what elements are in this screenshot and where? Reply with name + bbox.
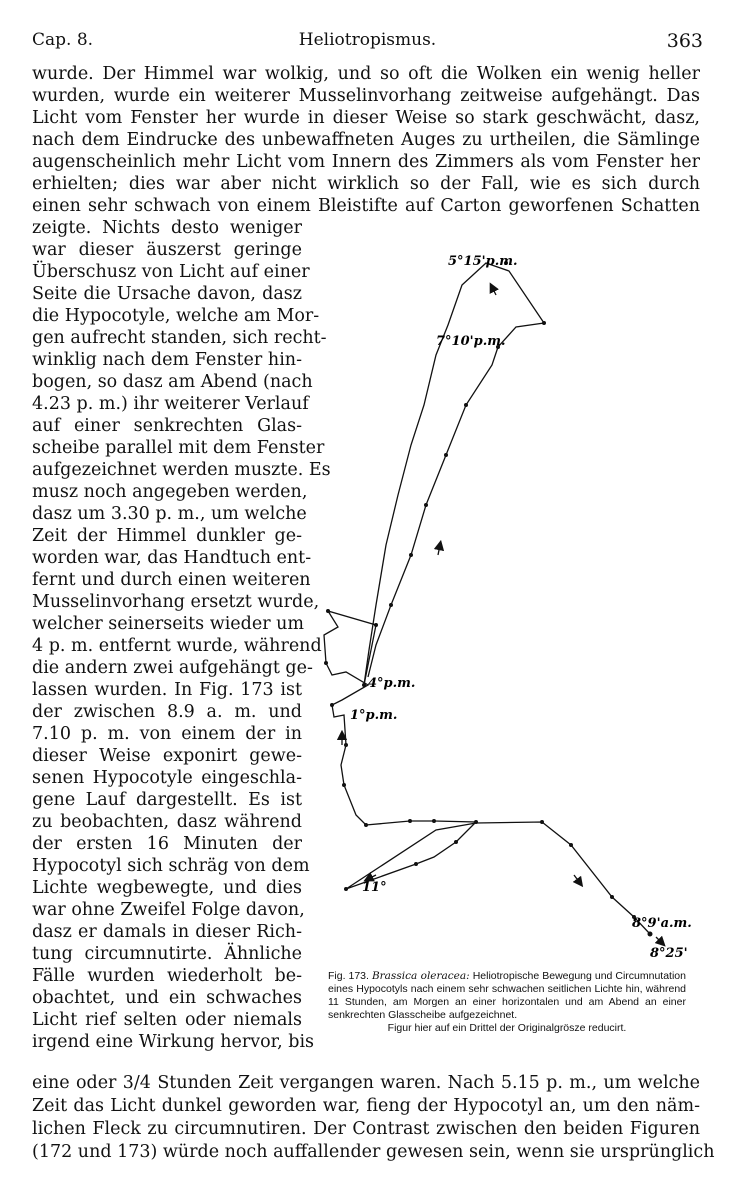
text-line: Musselinvorhang ersetzt wurde, <box>32 592 320 612</box>
trace-dots <box>324 261 653 937</box>
text-line: obachtet, und ein schwaches <box>32 988 302 1008</box>
chapter-label: Cap. 8. <box>32 30 94 50</box>
label-89am: 8°9'a.m. <box>632 916 692 931</box>
label-825: 8°25' <box>650 946 688 961</box>
text-line: Lichte wegbewegte, und dies <box>32 878 302 898</box>
label-1pm: 1°p.m. <box>350 708 398 723</box>
running-title: Heliotropismus. <box>298 30 437 50</box>
text-line: nach dem Eindrucke des unbewaffneten Auges zu urtheilen, die Sämlinge <box>32 130 700 150</box>
text-line: auf einer senkrechten Glas- <box>32 416 302 436</box>
page-number: 363 <box>666 30 703 52</box>
trace-path <box>324 263 650 934</box>
text-line: fernt und durch einen weiteren <box>32 570 311 590</box>
caption-text: Heliotropische Bewegung und Circumnutation eines Hypocotyls nach einem sehr schwachen seitlichen Lichte hin, während 11 Stunden, am Morgen an einer horizontalen und am Abend an einer senkrechten Glasscheibe aufgezeichnet. <box>328 970 686 1021</box>
text-line: Überschusz von Licht auf einer <box>32 262 310 282</box>
text-line: die Hypocotyle, welche am Mor- <box>32 306 320 326</box>
circumnutation-trace <box>316 245 716 965</box>
text-line: gen aufrecht standen, sich recht- <box>32 328 327 348</box>
text-line: worden war, das Handtuch ent- <box>32 548 312 568</box>
text-line: Zeit der Himmel dunkler ge- <box>32 526 302 546</box>
text-line: zu beobachten, dasz während <box>32 812 302 832</box>
text-line: war ohne Zweifel Folge davon, <box>32 900 305 920</box>
caption-last-line: Figur hier auf ein Drittel der Originalgrösze reducirt. <box>387 1022 627 1034</box>
text-line: Licht rief selten oder niemals <box>32 1010 302 1030</box>
text-line: war dieser äuszerst geringe <box>32 240 302 260</box>
text-line: gene Lauf dargestellt. Es ist <box>32 790 302 810</box>
text-line: bogen, so dasz am Abend (nach <box>32 372 313 392</box>
text-line: wurden, wurde ein weiterer Musselinvorhang zeitweise aufgehängt. Das <box>32 86 700 106</box>
text-line: scheibe parallel mit dem Fenster <box>32 438 325 458</box>
text-line: Seite die Ursache davon, dasz <box>32 284 302 304</box>
text-line: dieser Weise exponirt gewe- <box>32 746 302 766</box>
text-line: dasz er damals in dieser Rich- <box>32 922 302 942</box>
text-line: Licht vom Fenster her wurde in dieser Weise so stark geschwächt, dasz, <box>32 108 700 128</box>
text-line: aufgezeichnet werden muszte. Es <box>32 460 331 480</box>
caption-fig-ref: Fig. 173. <box>328 970 369 982</box>
text-line: einen sehr schwach von einem Bleistifte auf Carton geworfenen Schatten <box>32 196 700 216</box>
text-line: erhielten; dies war aber nicht wirklich so der Fall, wie es sich durch <box>32 174 700 194</box>
running-header <box>32 30 703 54</box>
text-line: senen Hypocotyle eingeschla- <box>32 768 302 788</box>
text-line: (172 und 173) würde noch auffallender gewesen sein, wenn sie ursprünglich <box>32 1142 715 1162</box>
label-4pm: 4°p.m. <box>368 676 416 691</box>
text-line: der zwischen 8.9 a. m. und <box>32 702 302 722</box>
text-line: Hypocotyl sich schräg von dem <box>32 856 310 876</box>
caption-species: Brassica oleracea: <box>371 970 470 982</box>
label-710pm: 7°10'p.m. <box>436 334 506 349</box>
text-line: 4 p. m. entfernt wurde, während <box>32 636 322 656</box>
figure-173 <box>316 245 716 965</box>
text-line: tung circumnutirte. Ähnliche <box>32 944 302 964</box>
text-line: 7.10 p. m. von einem der in <box>32 724 302 744</box>
label-11: 11° <box>362 880 387 895</box>
text-line: augenscheinlich mehr Licht vom Innern des Zimmers als vom Fenster her <box>32 152 700 172</box>
text-line: welcher seinerseits wieder um <box>32 614 305 634</box>
label-515pm: 5°15'p.m. <box>448 254 518 269</box>
figure-caption <box>328 970 686 1035</box>
text-line: zeigte. Nichts desto weniger <box>32 218 302 238</box>
text-line: irgend eine Wirkung hervor, bis <box>32 1032 315 1052</box>
text-line: winklig nach dem Fenster hin- <box>32 350 302 370</box>
text-line: die andern zwei aufgehängt ge- <box>32 658 313 678</box>
text-line: wurde. Der Himmel war wolkig, und so oft die Wolken ein wenig heller <box>32 64 700 84</box>
text-line: eine oder 3/4 Stunden Zeit vergangen waren. Nach 5.15 p. m., um welche <box>32 1073 700 1093</box>
text-line: der ersten 16 Minuten der <box>32 834 302 854</box>
text-line: musz noch angegeben werden, <box>32 482 308 502</box>
text-line: lichen Fleck zu circumnutiren. Der Contrast zwischen den beiden Figuren <box>32 1119 700 1139</box>
text-line: lassen wurden. In Fig. 173 ist <box>32 680 302 700</box>
text-line: dasz um 3.30 p. m., um welche <box>32 504 307 524</box>
text-line: Zeit das Licht dunkel geworden war, fieng der Hypocotyl an, um den näm- <box>32 1096 700 1116</box>
text-line: 4.23 p. m.) ihr weiterer Verlauf <box>32 394 309 414</box>
text-line: Fälle wurden wiederholt be- <box>32 966 302 986</box>
